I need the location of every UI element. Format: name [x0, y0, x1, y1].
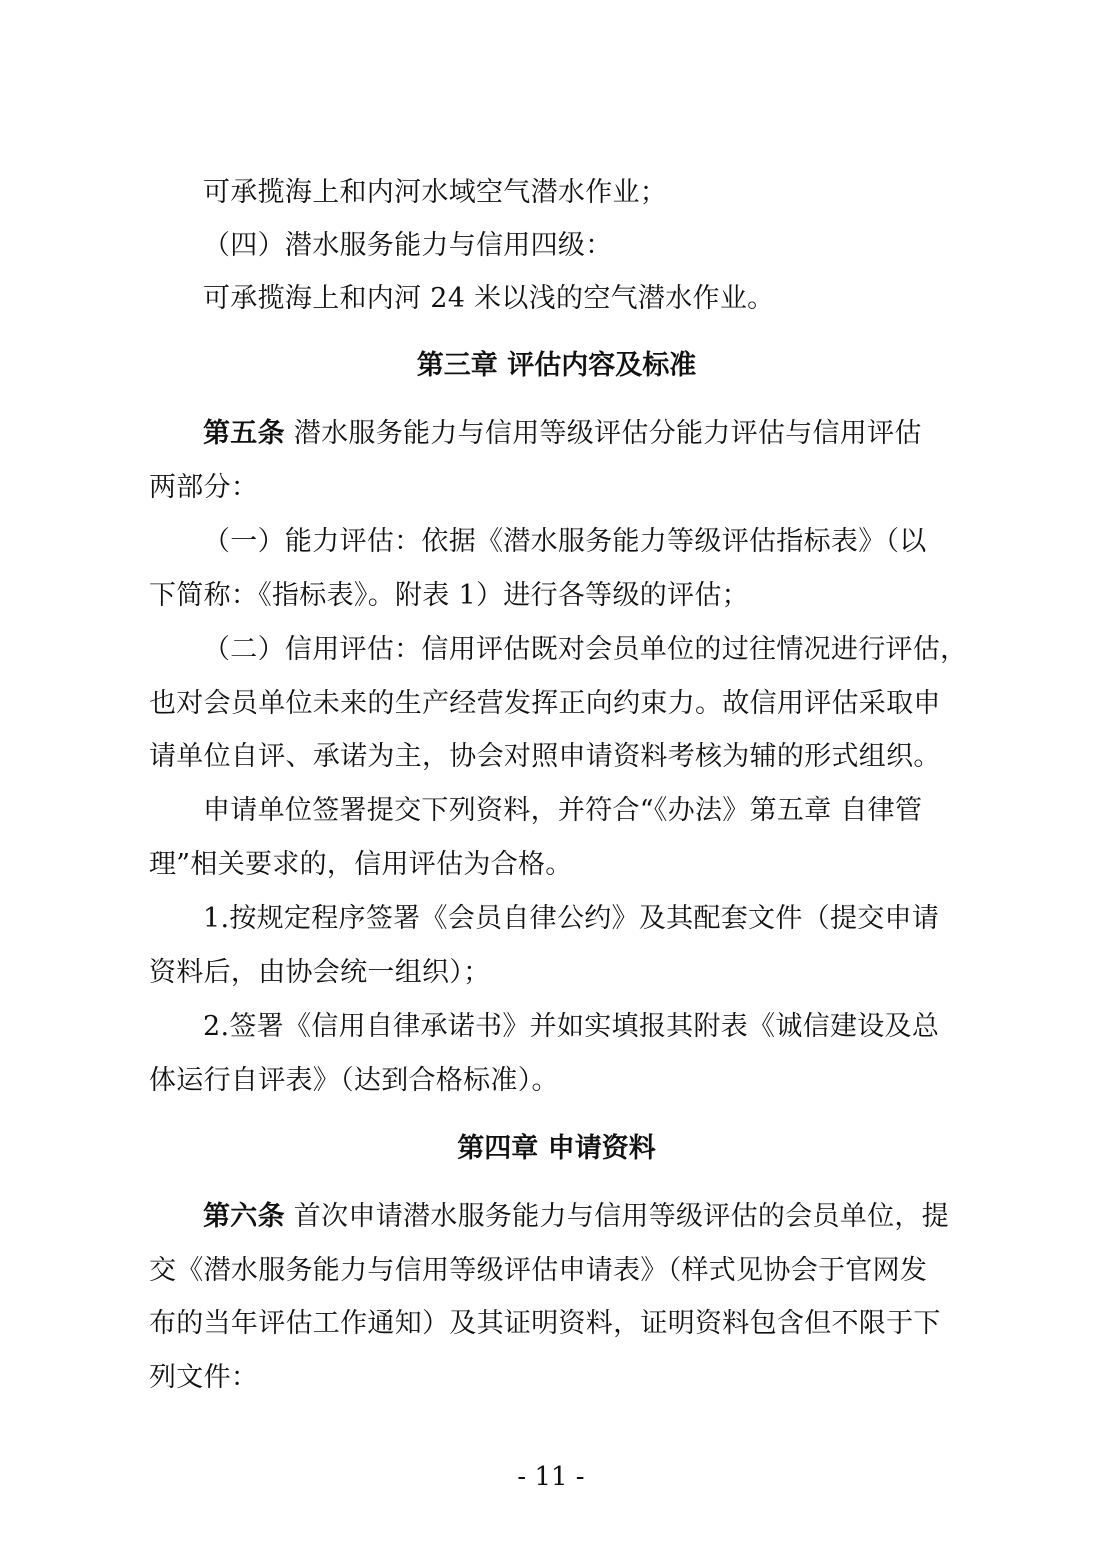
paragraph-line: 请单位自评、承诺为主，协会对照申请资料考核为辅的形式组织。 [149, 741, 941, 772]
paragraph-line: 可承揽海上和内河 24 米以浅的空气潜水作业。 [203, 283, 775, 314]
article-6-line [203, 1199, 964, 1235]
paragraph-line: 2.签署《信用自律承诺书》并如实填报其附表《诚信建设及总 [203, 1011, 940, 1042]
paragraph-line: 下简称：《指标表》。附表 1）进行各等级的评估； [149, 580, 749, 611]
paragraph-line: （四）潜水服务能力与信用四级： [203, 230, 613, 261]
chapter-heading-4: 第四章 申请资料 [457, 1133, 656, 1164]
paragraph-line: 交《潜水服务能力与信用等级评估申请表》（样式见协会于官网发 [149, 1255, 928, 1286]
article-5-text: 潜水服务能力与信用等级评估分能力评估与信用评估 [284, 418, 922, 449]
paragraph-line: 布的当年评估工作通知）及其证明资料，证明资料包含但不限于下 [149, 1308, 941, 1339]
article-6-text: 首次申请潜水服务能力与信用等级评估的会员单位，提 [284, 1201, 949, 1232]
paragraph-line: 也对会员单位未来的生产经营发挥正向约束力。故信用评估采取申 [149, 688, 941, 719]
paragraph-line: 资料后，由协会统一组织）； [149, 957, 491, 988]
page-number: - 11 - [517, 1462, 585, 1492]
paragraph-line: 1.按规定程序签署《会员自律公约》及其配套文件（提交申请 [203, 903, 940, 934]
article-6-label: 第六条 [203, 1201, 285, 1232]
chapter-heading-3: 第三章 评估内容及标准 [416, 350, 697, 381]
paragraph-line: 两部分： [149, 472, 259, 503]
article-5-line [203, 416, 964, 452]
paragraph-line: 可承揽海上和内河水域空气潜水作业； [203, 177, 668, 208]
paragraph-line: 理”相关要求的，信用评估为合格。 [149, 849, 573, 880]
paragraph-line: 申请单位签署提交下列资料，并符合“《办法》第五章 自律管 [203, 795, 923, 826]
paragraph-line: （一）能力评估：依据《潜水服务能力等级评估指标表》（以 [203, 526, 927, 557]
article-5-label: 第五条 [203, 418, 285, 449]
paragraph-line: 体运行自评表》（达到合格标准）。 [149, 1065, 559, 1096]
paragraph-line: 列文件： [149, 1362, 259, 1393]
paragraph-line: （二）信用评估：信用评估既对会员单位的过往情况进行评估， [203, 634, 968, 665]
